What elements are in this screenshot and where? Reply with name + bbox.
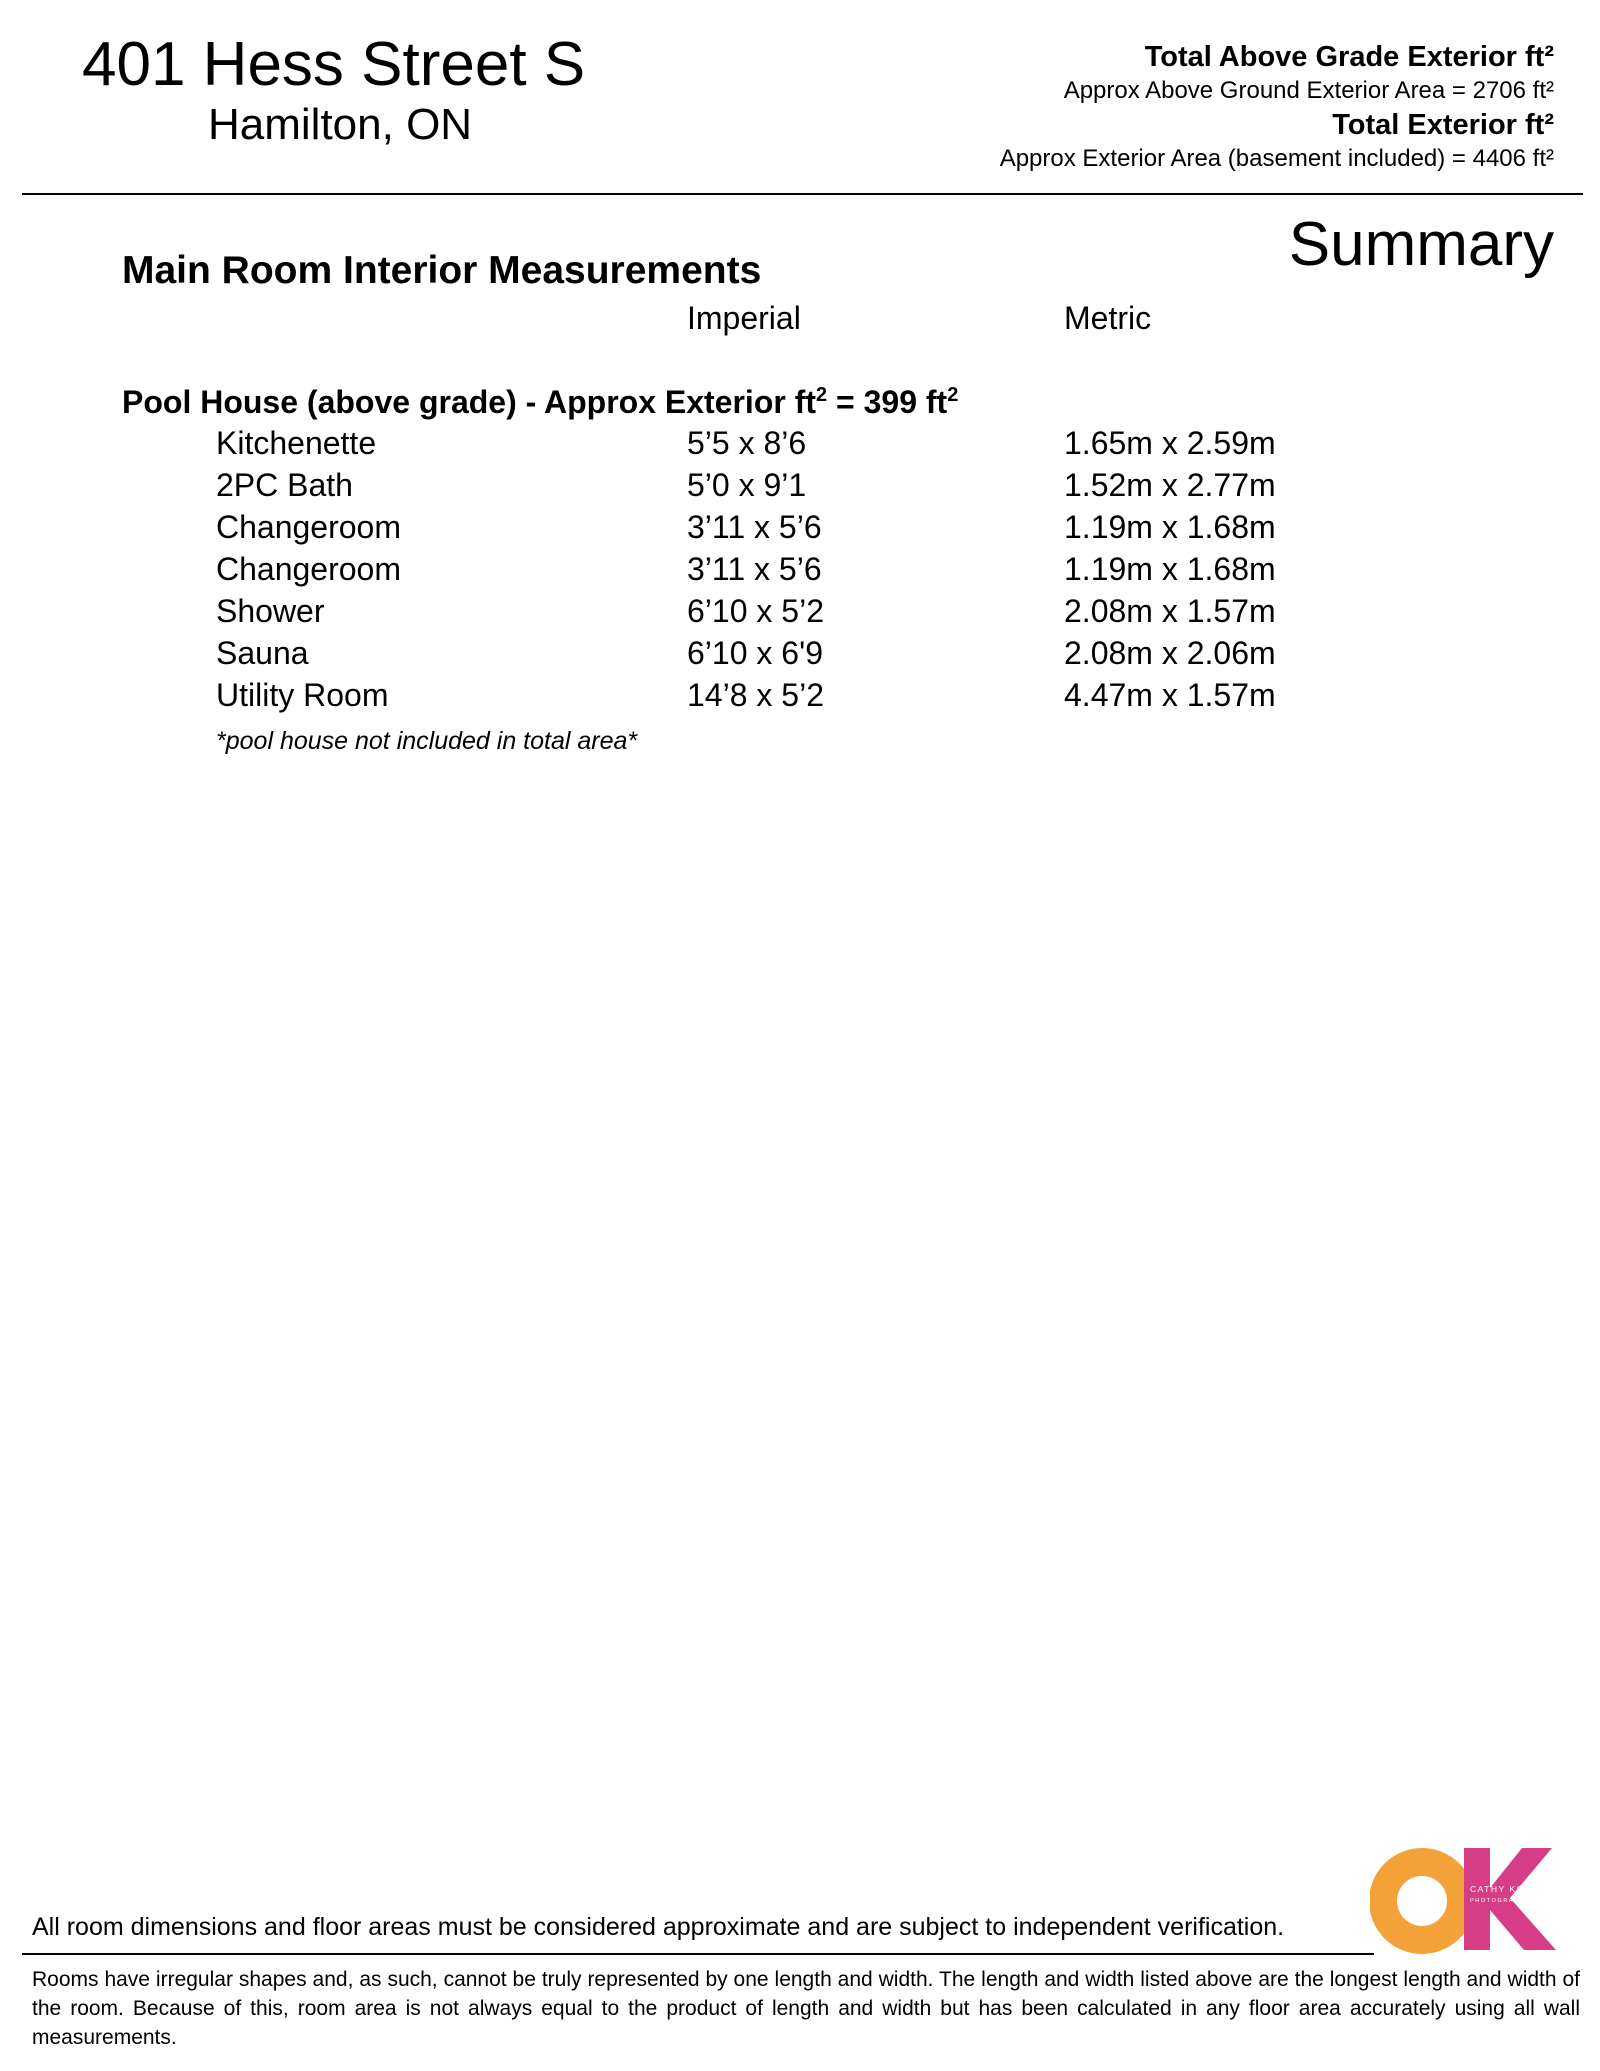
total-exterior-title: Total Exterior ft²	[1332, 109, 1554, 141]
room-imperial: 3’11 x 5’6	[687, 509, 822, 545]
room-name: Utility Room	[216, 677, 389, 713]
total-exterior-value: Approx Exterior Area (basement included) = 4406 ft²	[999, 145, 1554, 172]
above-grade-title: Total Above Grade Exterior ft²	[1144, 41, 1554, 73]
header-divider	[22, 193, 1583, 195]
disclaimer: All room dimensions and floor areas must be considered approximate and are subject to independent verification.	[32, 1913, 1285, 1941]
table-row	[0, 422, 1600, 464]
summary-label: Summary	[1288, 210, 1554, 279]
room-imperial: 6’10 x 6'9	[687, 635, 823, 671]
room-name: Kitchenette	[216, 425, 377, 461]
logo-o-mark	[1383, 1862, 1461, 1940]
logo-line-2: PHOTOGRAPHY	[1470, 1898, 1531, 1904]
section-title: Main Room Interior Measurements	[122, 249, 762, 292]
logo-line-1: CATHY KOOP	[1470, 1884, 1540, 1894]
room-name: Sauna	[216, 635, 309, 671]
room-name: Shower	[216, 593, 325, 629]
table-row	[0, 632, 1600, 674]
superscript: 2	[816, 384, 828, 406]
table-row	[0, 548, 1600, 590]
room-metric: 1.19m x 1.68m	[1064, 551, 1276, 587]
above-grade-value: Approx Above Ground Exterior Area = 2706 ft²	[1063, 77, 1554, 104]
superscript: 2	[947, 384, 959, 406]
cathy-koop-logo-icon	[1370, 1844, 1570, 1954]
room-metric: 1.65m x 2.59m	[1064, 425, 1276, 461]
group-title	[122, 382, 958, 422]
room-metric: 1.52m x 2.77m	[1064, 467, 1276, 503]
table-row	[0, 674, 1600, 716]
room-name: 2PC Bath	[216, 467, 353, 503]
room-metric: 1.19m x 1.68m	[1064, 509, 1276, 545]
room-metric: 2.08m x 1.57m	[1064, 593, 1276, 629]
pool-house-note: *pool house not included in total area*	[216, 727, 638, 755]
room-imperial: 14’8 x 5’2	[687, 677, 824, 713]
room-table	[0, 422, 1600, 716]
footer-divider	[22, 1953, 1374, 1955]
group-title-area: = 399 ft	[827, 384, 948, 420]
room-imperial: 3’11 x 5’6	[687, 551, 822, 587]
room-imperial: 5’0 x 9’1	[687, 467, 807, 503]
column-header-imperial: Imperial	[687, 300, 801, 336]
room-imperial: 6’10 x 5’2	[687, 593, 824, 629]
room-imperial: 5’5 x 8’6	[687, 425, 807, 461]
address-line-1: 401 Hess Street S	[82, 30, 586, 99]
room-metric: 2.08m x 2.06m	[1064, 635, 1276, 671]
table-row	[0, 590, 1600, 632]
room-name: Changeroom	[216, 551, 401, 587]
room-metric: 4.47m x 1.57m	[1064, 677, 1276, 713]
room-name: Changeroom	[216, 509, 401, 545]
table-row	[0, 464, 1600, 506]
fine-print: Rooms have irregular shapes and, as such, cannot be truly represented by one length and width. The length and width listed above are the longest length and width of the room. Because of this, room area is not always equal to the product of length and width but has been calculated in any floor area accurately using all wall measurements.	[32, 1968, 1580, 2049]
group-title-main: Pool House (above grade) - Approx Exterior ft	[122, 384, 817, 420]
area-totals	[1000, 40, 1554, 176]
address-line-2: Hamilton, ON	[208, 100, 473, 149]
column-header-metric: Metric	[1064, 300, 1152, 336]
table-row	[0, 506, 1600, 548]
